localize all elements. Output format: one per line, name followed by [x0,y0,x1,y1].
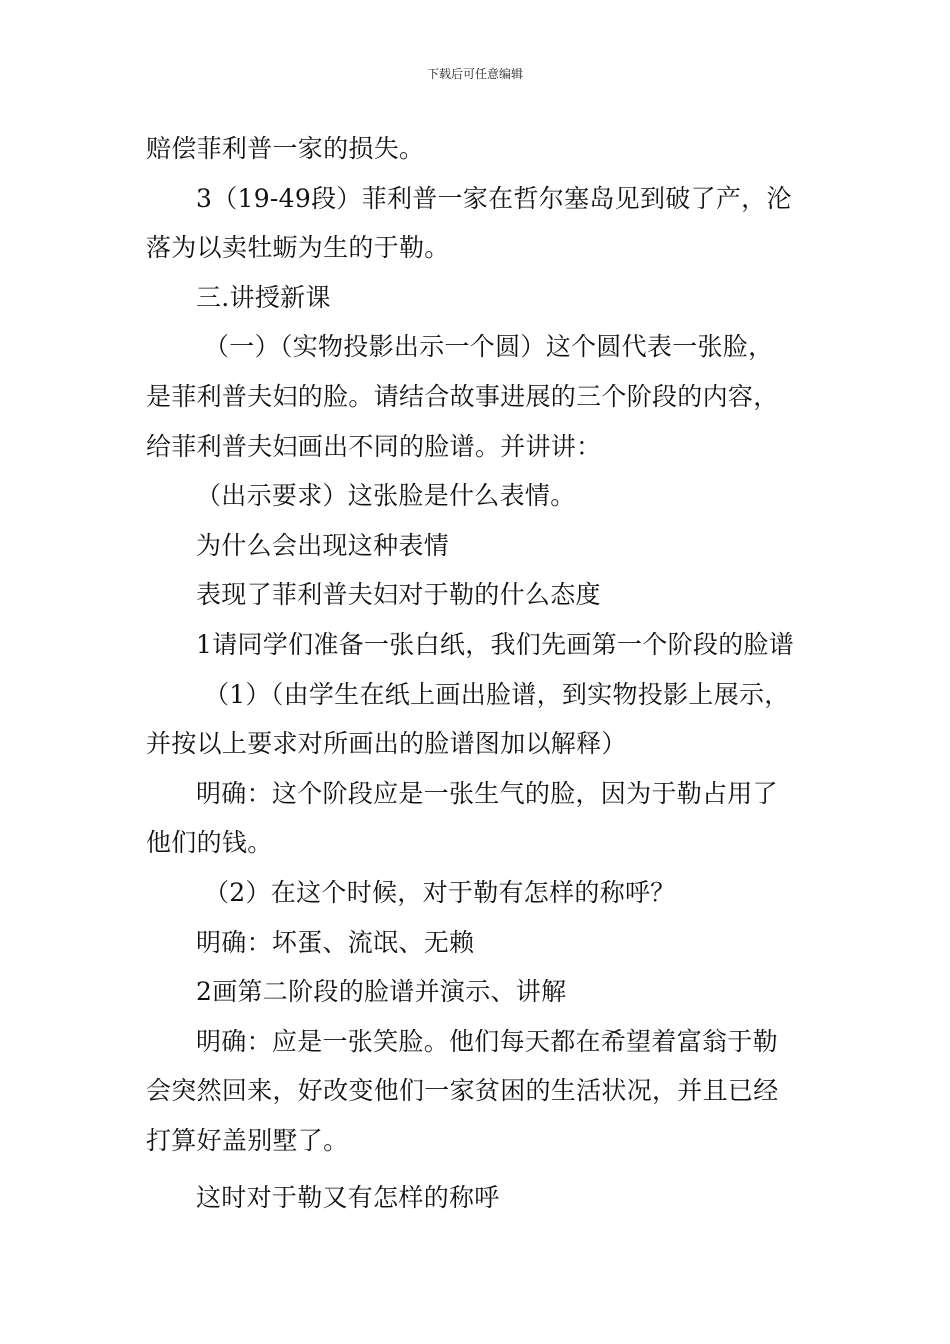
paragraph-7 [146,620,808,670]
paragraph-12 [146,967,808,1017]
text-line: （一）（实物投影出示一个圆）这个圆代表一张脸， [204,332,774,362]
text-line: 会突然回来，好改变他们一家贫困的生活状况，并且已经 [146,1076,779,1106]
text-line: 明确：应是一张笑脸。他们每天都在希望着富翁于勒 [196,1026,778,1056]
text-line: 为什么会出现这种表情 [196,530,450,560]
text-line: 这时对于勒又有怎样的称呼 [196,1183,500,1213]
text-line: 明确：这个阶段应是一张生气的脸，因为于勒占用了 [196,778,778,808]
paragraph-6 [146,570,808,620]
text-line: （2）在这个时候，对于勒有怎样的称呼？ [204,877,676,907]
text-line: 打算好盖别墅了。 [146,1125,349,1155]
section-heading [146,273,808,323]
text-line: 三.讲授新课 [196,282,331,312]
page-header [0,66,950,82]
text-line: 2画第二阶段的脸谱并演示、讲解 [196,977,567,1007]
text-line: 1请同学们准备一张白纸，我们先画第一个阶段的脸谱 [196,629,795,659]
text-line: 他们的钱。 [146,828,273,858]
paragraph-8 [146,670,808,769]
paragraph-3 [146,322,808,471]
text-line: 3（19-49段）菲利普一家在哲尔塞岛见到破了产，沦 [196,183,792,213]
text-line: 表现了菲利普夫妇对于勒的什么态度 [196,580,601,610]
paragraph-11 [146,918,808,968]
paragraph-9 [146,769,808,868]
text-line: （出示要求）这张脸是什么表情。 [196,481,576,511]
text-line: （1）（由学生在纸上画出脸谱，到实物投影上展示， [204,679,790,709]
text-line: 落为以卖牡蛎为生的于勒。 [146,233,450,263]
header-note: 下载后可任意编辑 [426,67,523,81]
paragraph-14 [146,1173,808,1223]
paragraph-4 [146,471,808,521]
paragraph-5 [146,521,808,571]
paragraph-10 [146,868,808,918]
paragraph-1 [146,124,808,174]
paragraph-2 [146,174,808,273]
text-line: 给菲利普夫妇画出不同的脸谱。并讲讲： [146,431,602,461]
text-line: 并按以上要求对所画出的脸谱图加以解释） [146,729,627,759]
text-line: 是菲利普夫妇的脸。请结合故事进展的三个阶段的内容， [146,381,779,411]
document-body [146,124,808,1223]
paragraph-13 [146,1017,808,1166]
text-line: 明确：坏蛋、流氓、无赖 [196,927,475,957]
text-line: 赔偿菲利普一家的损失。 [146,134,425,163]
